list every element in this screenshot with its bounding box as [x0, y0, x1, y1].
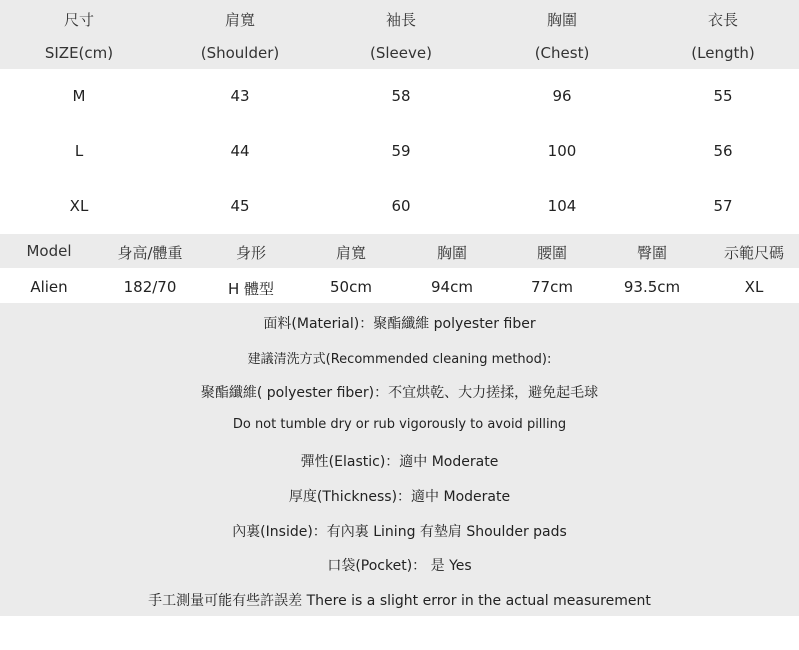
size-table [0, 0, 799, 234]
model-table [0, 234, 799, 304]
size-row-xl [0, 179, 799, 234]
header-size-zh: 尺寸 [63, 11, 94, 29]
header-sleeve-en: (Sleeve) [370, 44, 432, 62]
header-hip: 臀圍 [636, 244, 667, 262]
header-sleeve [321, 0, 481, 69]
shoulder-cell: 44 [230, 142, 250, 160]
cleaning-title-line: 建議清洗方式(Recommended cleaning method): [247, 352, 552, 367]
model-name-cell: Alien [30, 278, 68, 296]
sleeve-cell: 60 [391, 197, 411, 215]
header-body-type: 身形 [235, 244, 266, 262]
header-sleeve-zh: 袖長 [385, 11, 416, 29]
header-shoulder-en: (Shoulder) [200, 44, 280, 62]
chest-cell: 94cm [431, 278, 473, 296]
model-table-header [0, 234, 799, 268]
hip-cell: 93.5cm [623, 278, 681, 296]
header-length-en: (Length) [691, 44, 755, 62]
size-row-l [0, 124, 799, 179]
thickness-line: 厚度(Thickness)：適中 Moderate [288, 489, 511, 505]
header-size [0, 0, 159, 69]
cleaning-zh-line: 聚酯纖維( polyester fiber)：不宜烘乾、大力搓揉，避免起毛球 [200, 385, 599, 401]
chest-cell: 96 [552, 87, 572, 105]
size-cell: L [74, 142, 84, 160]
header-shoulder [160, 0, 320, 69]
inside-line: 內裏(Inside)：有內裏 Lining 有墊肩 Shoulder pads [232, 524, 567, 540]
body-type-cell: H 體型 [227, 280, 275, 298]
header-demo-size: 示範尺碼 [723, 244, 784, 262]
length-cell: 55 [713, 87, 733, 105]
header-chest-en: (Chest) [534, 44, 590, 62]
header-shoulder: 肩寬 [335, 244, 366, 262]
size-cell: XL [69, 197, 89, 215]
chest-cell: 100 [547, 142, 577, 160]
length-cell: 56 [713, 142, 733, 160]
measurement-note-line: 手工測量可能有些許誤差 There is a slight error in the actual measurement [148, 593, 651, 609]
shoulder-cell: 43 [230, 87, 250, 105]
size-cell: M [72, 87, 86, 105]
waist-cell: 77cm [531, 278, 573, 296]
demo-size-cell: XL [744, 278, 764, 296]
header-shoulder-zh: 肩寬 [224, 11, 255, 29]
sleeve-cell: 58 [391, 87, 411, 105]
sleeve-cell: 59 [391, 142, 411, 160]
header-waist: 腰圍 [536, 244, 567, 262]
length-cell: 57 [713, 197, 733, 215]
header-size-en: SIZE(cm) [44, 44, 114, 62]
header-chest [482, 0, 642, 69]
size-row-m [0, 69, 799, 124]
elastic-line: 彈性(Elastic)：適中 Moderate [300, 454, 499, 470]
pocket-line: 口袋(Pocket)： 是 Yes [327, 558, 472, 574]
header-model: Model [26, 242, 72, 260]
header-length [643, 0, 799, 69]
header-chest-zh: 胸圍 [546, 11, 577, 29]
header-length-zh: 衣長 [707, 11, 738, 29]
material-line: 面料(Material)：聚酯纖維 polyester fiber [263, 316, 536, 332]
shoulder-cell: 50cm [330, 278, 372, 296]
size-table-header [0, 0, 799, 69]
shoulder-cell: 45 [230, 197, 250, 215]
cleaning-en-line: Do not tumble dry or rub vigorously to avoid pilling [232, 417, 567, 432]
header-chest: 胸圍 [436, 244, 467, 262]
chest-cell: 104 [547, 197, 577, 215]
product-info [0, 303, 799, 616]
model-row [0, 268, 799, 304]
height-weight-cell: 182/70 [123, 278, 177, 296]
header-height-weight: 身高/體重 [117, 244, 183, 262]
